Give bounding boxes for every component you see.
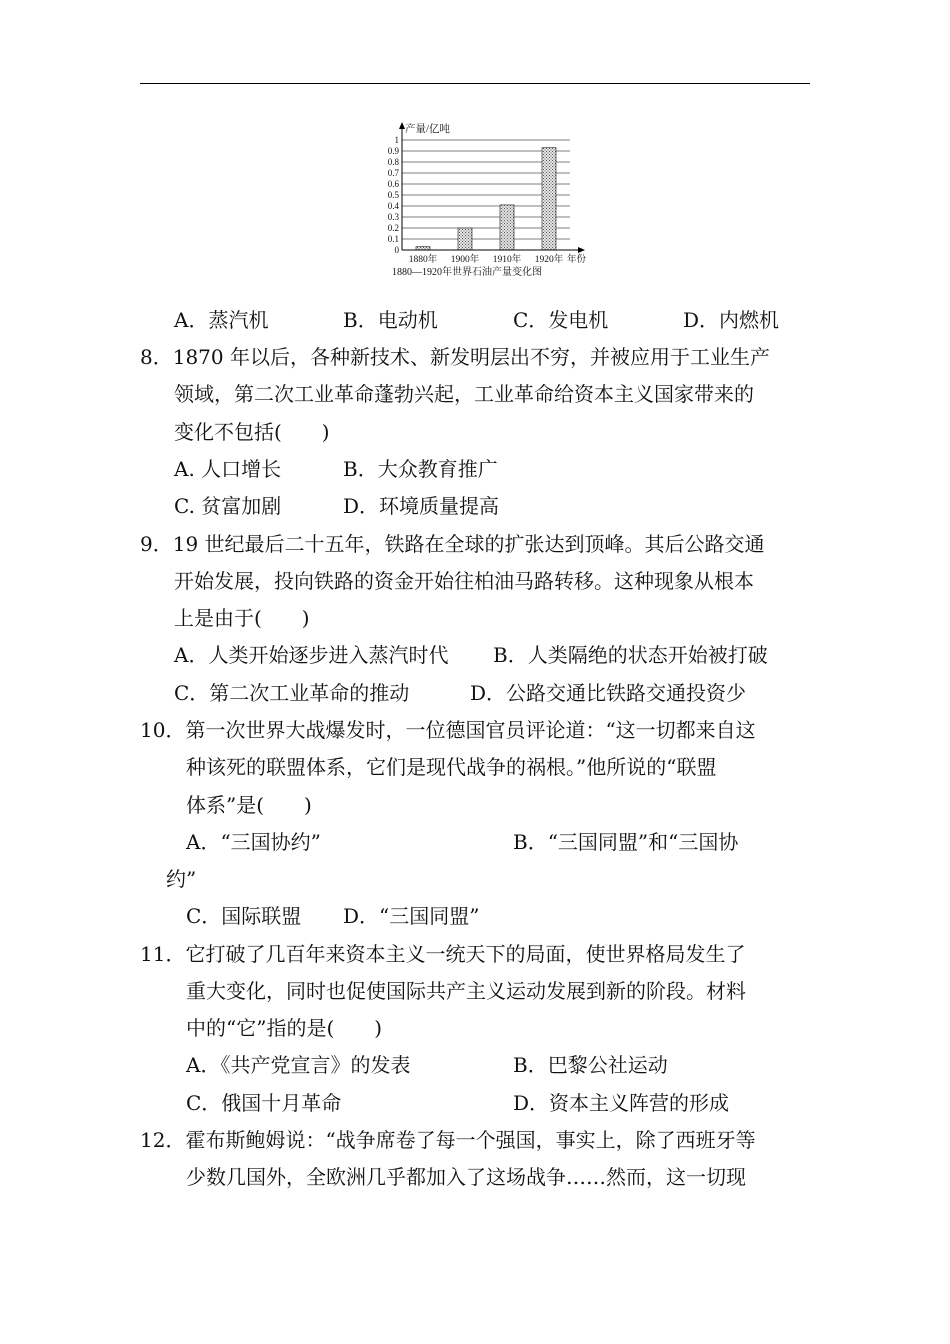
bar-1910年 xyxy=(500,205,514,250)
y-tick-label: 0.6 xyxy=(387,179,399,189)
q9-option-d: D．公路交通比铁路交通投资少 xyxy=(470,681,747,705)
bar-1900年 xyxy=(458,228,472,250)
q11-stem-line1: 11．它打破了几百年来资本主义一统天下的局面，使世界格局发生了 xyxy=(140,942,746,966)
y-tick-label: 0.4 xyxy=(387,201,399,211)
q9-stem-line2: 开始发展，投向铁路的资金开始往柏油马路转移。这种现象从根本 xyxy=(174,569,754,593)
q8-stem-line1: 8．1870 年以后，各种新技术、新发明层出不穷，并被应用于工业生产 xyxy=(140,345,770,369)
q9-stem-line3: 上是由于( ) xyxy=(174,606,310,630)
y-tick-label: 0.9 xyxy=(387,146,399,156)
q10-option-a: A．“三国协约” xyxy=(186,830,321,854)
y-tick-label: 1 xyxy=(394,135,399,145)
q9-option-a: A．人类开始逐步进入蒸汽时代 xyxy=(174,643,449,667)
x-tick-label: 1900年 xyxy=(450,255,480,265)
q10-option-d: D．“三国同盟” xyxy=(343,904,480,928)
q11-option-c: C．俄国十月革命 xyxy=(186,1091,342,1115)
q7-option-c: C．发电机 xyxy=(513,308,609,332)
chart-title: 1880—1920年世界石油产量变化图 xyxy=(392,267,542,278)
q11-stem-line3: 中的“它”指的是( ) xyxy=(186,1016,383,1040)
q9-option-b: B．人类隔绝的状态开始被打破 xyxy=(493,643,768,667)
x-tick-label: 1910年 xyxy=(492,255,522,265)
q7-option-a: A．蒸汽机 xyxy=(174,308,269,332)
header-rule xyxy=(140,83,810,84)
q9-option-c: C．第二次工业革命的推动 xyxy=(174,681,410,705)
q10-stem-line1: 10．第一次世界大战爆发时，一位德国官员评论道：“这一切都来自这 xyxy=(140,718,756,742)
q10-option-b-continued: 约” xyxy=(166,867,197,891)
q11-option-a: A．《共产党宣言》的发表 xyxy=(186,1053,411,1077)
y-tick-label: 0.8 xyxy=(387,157,399,167)
q12-stem-line1: 12．霍布斯鲍姆说：“战争席卷了每一个强国，事实上，除了西班牙等 xyxy=(140,1128,756,1152)
q7-option-b: B．电动机 xyxy=(343,308,438,332)
y-tick-label: 0.5 xyxy=(387,190,399,200)
q8-option-b: B．大众教育推广 xyxy=(343,457,498,481)
q11-option-d: D．资本主义阵营的形成 xyxy=(513,1091,730,1115)
q10-option-c: C．国际联盟 xyxy=(186,904,302,928)
q7-option-d: D．内燃机 xyxy=(683,308,780,332)
y-tick-label: 0 xyxy=(394,245,399,255)
x-tick-label: 1920年 xyxy=(534,255,564,265)
q12-stem-line2: 少数几国外，全欧洲几乎都加入了这场战争……然而，这一切现 xyxy=(186,1165,746,1189)
chart-xlabel: 年份 xyxy=(567,255,587,265)
q11-option-b: B．巴黎公社运动 xyxy=(513,1053,668,1077)
y-tick-label: 0.3 xyxy=(387,212,399,222)
q9-stem-line1: 9．19 世纪最后二十五年，铁路在全球的扩张达到顶峰。其后公路交通 xyxy=(140,532,765,556)
q10-stem-line3: 体系”是( ) xyxy=(186,793,312,817)
x-tick-label: 1880年 xyxy=(408,255,438,265)
x-axis-arrow xyxy=(578,247,585,253)
y-tick-label: 0.2 xyxy=(387,223,399,233)
y-tick-label: 0.7 xyxy=(387,168,399,178)
bar-1920年 xyxy=(542,148,556,250)
q8-option-d: D．环境质量提高 xyxy=(343,494,500,518)
oil-production-chart xyxy=(372,118,602,288)
q8-stem-line2: 领域，第二次工业革命蓬勃兴起，工业革命给资本主义国家带来的 xyxy=(174,382,754,406)
q10-option-b: B．“三国同盟”和“三国协 xyxy=(513,830,739,854)
chart-ylabel: 产量/亿吨 xyxy=(405,124,450,135)
y-tick-label: 0.1 xyxy=(387,234,399,244)
q8-stem-line3: 变化不包括( ) xyxy=(174,420,330,444)
q8-option-c: C. 贫富加剧 xyxy=(174,494,282,518)
q8-option-a: A. 人口增长 xyxy=(174,457,282,481)
q11-stem-line2: 重大变化，同时也促使国际共产主义运动发展到新的阶段。材料 xyxy=(186,979,746,1003)
q10-stem-line2: 种该死的联盟体系，它们是现代战争的祸根。”他所说的“联盟 xyxy=(186,755,717,779)
